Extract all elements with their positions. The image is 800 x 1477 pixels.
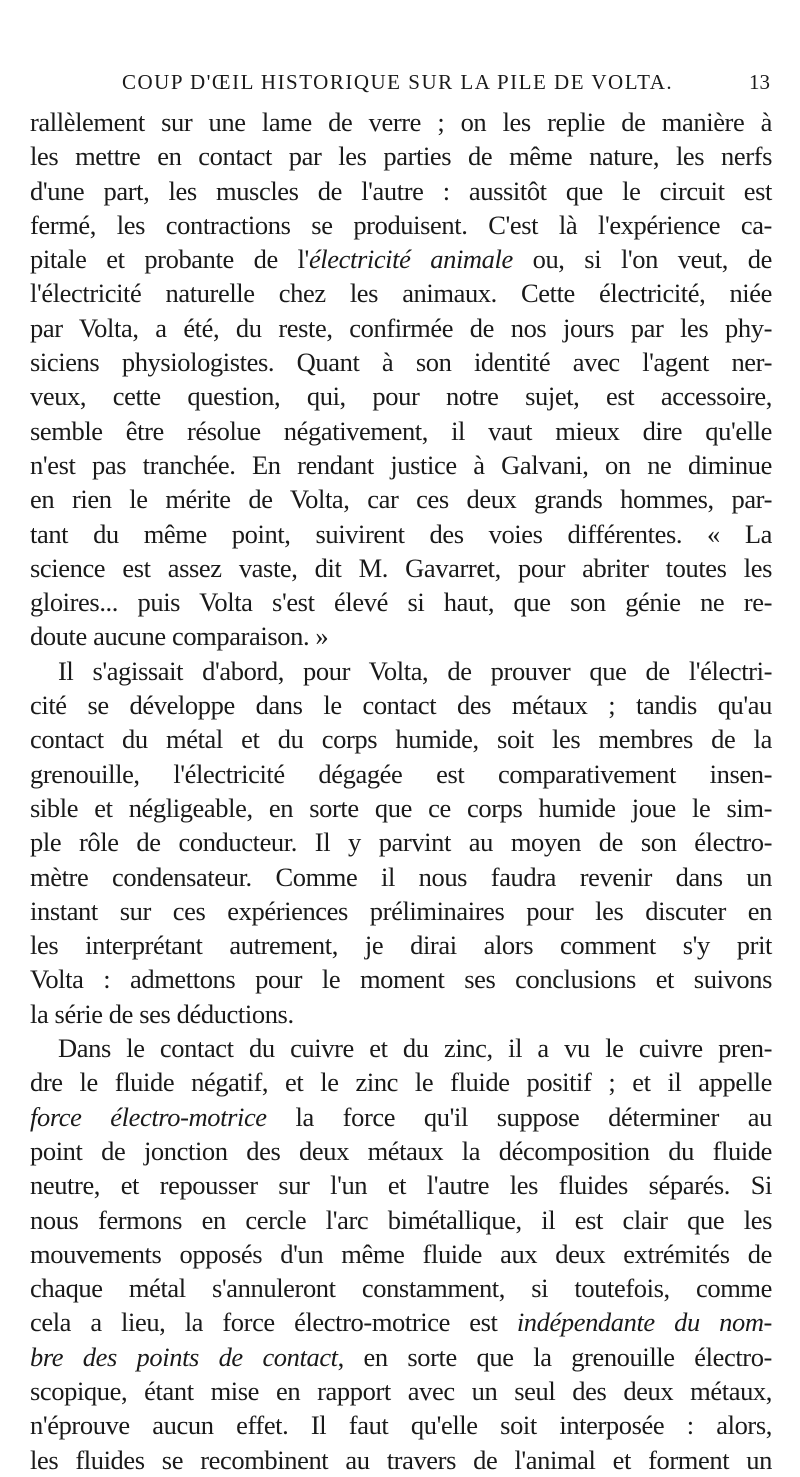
text-line: instant sur ces expériences préliminaires pour les discuter en <box>30 895 772 926</box>
text-line: sible et négligeable, en sorte que ce corps humide joue le sim- <box>30 792 772 823</box>
text-line: gloires... puis Volta s'est élevé si haut, que son génie ne re- <box>30 587 772 618</box>
text-line: dre le fluide négatif, et le zinc le fluide positif ; et il appelle <box>30 1067 772 1098</box>
text-segment: pitale et probante de l' <box>30 244 309 275</box>
text-line: d'une part, les muscles de l'autre : aussitôt que le circuit est <box>30 175 772 206</box>
text-line: en rien le mérite de Volta, car ces deux grands hommes, par- <box>30 484 772 515</box>
text-line: scopique, étant mise en rapport avec un seul des deux métaux, <box>30 1375 772 1406</box>
text-segment: la force qu'il suppose déterminer au <box>266 1101 772 1132</box>
text-line <box>30 1305 772 1339</box>
italic-phrase: électricité animale <box>308 244 513 275</box>
text-line: ple rôle de conducteur. Il y parvint au moyen de son électro- <box>30 827 772 858</box>
text-line: fermé, les contractions se produisent. C'est là l'expérience ca- <box>30 209 772 240</box>
text-line: neutre, et repousser sur l'un et l'autre les fluides séparés. Si <box>30 1170 772 1201</box>
text-line: les interprétant autrement, je dirai alors comment s'y prit <box>30 930 772 961</box>
text-line: Il s'agissait d'abord, pour Volta, de prouver que de l'électri- <box>58 655 772 686</box>
text-line: contact du métal et du corps humide, soit les membres de la <box>30 724 772 755</box>
text-line: rallèlement sur une lame de verre ; on les replie de manière à <box>30 107 772 137</box>
text-line: point de jonction des deux métaux la décomposition du fluide <box>30 1135 772 1166</box>
text-line: science est assez vaste, dit M. Gavarret, pour abriter toutes les <box>30 552 772 583</box>
running-title: COUP D'ŒIL HISTORIQUE SUR LA PILE DE VOLTA. <box>122 70 674 94</box>
text-line: Volta : admettons pour le moment ses conclusions et suivons <box>30 964 772 995</box>
text-line: la série de ses déductions. <box>30 998 294 1029</box>
text-line: siciens physiologistes. Quant à son identité avec l'agent ner- <box>30 347 772 378</box>
text-segment: cela a lieu, la force électro-motrice est <box>30 1307 517 1338</box>
text-segment: ou, si l'on veut, de <box>512 244 772 275</box>
text-line: cité se développe dans le contact des métaux ; tandis qu'au <box>30 690 772 721</box>
text-line: semble être résolue négativement, il vaut mieux dire qu'elle <box>30 415 772 446</box>
text-line <box>30 1100 772 1134</box>
italic-phrase: force électro-motrice <box>30 1101 267 1132</box>
text-line: n'éprouve aucun effet. Il faut qu'elle soit interposée : alors, <box>30 1410 772 1441</box>
text-line: les fluides se recombinent au travers de l'animal et forment un <box>30 1444 772 1475</box>
text-line <box>30 242 772 276</box>
body-text <box>30 105 772 1477</box>
italic-phrase: bre des points de contact <box>30 1341 338 1372</box>
text-line: tant du même point, suivirent des voies différentes. « La <box>30 518 772 549</box>
text-line: n'est pas tranchée. En rendant justice à Galvani, on ne diminue <box>30 449 772 480</box>
text-line: nous fermons en cercle l'arc bimétallique, il est clair que les <box>30 1204 772 1235</box>
text-line: mouvements opposés d'un même fluide aux deux extrémités de <box>30 1238 772 1269</box>
page-number: 13 <box>749 70 770 94</box>
text-segment: , en sorte que la grenouille électro- <box>337 1341 772 1372</box>
text-line: par Volta, a été, du reste, confirmée de nos jours par les phy- <box>30 312 772 343</box>
text-line: grenouille, l'électricité dégagée est comparativement insen- <box>30 758 772 789</box>
running-head <box>30 62 770 102</box>
text-line: veux, cette question, qui, pour notre sujet, est accessoire, <box>30 381 772 412</box>
text-line: chaque métal s'annuleront constamment, si toutefois, comme <box>30 1273 772 1304</box>
italic-phrase: indépendante du nom- <box>516 1307 772 1338</box>
text-line: mètre condensateur. Comme il nous faudra revenir dans un <box>30 861 772 892</box>
text-line: l'électricité naturelle chez les animaux. Cette électricité, niée <box>30 278 772 309</box>
text-line <box>30 1340 772 1374</box>
text-line: les mettre en contact par les parties de même nature, les nerfs <box>30 141 772 172</box>
text-line: doute aucune comparaison. » <box>30 621 329 652</box>
text-line: Dans le contact du cuivre et du zinc, il a vu le cuivre pren- <box>58 1033 772 1064</box>
